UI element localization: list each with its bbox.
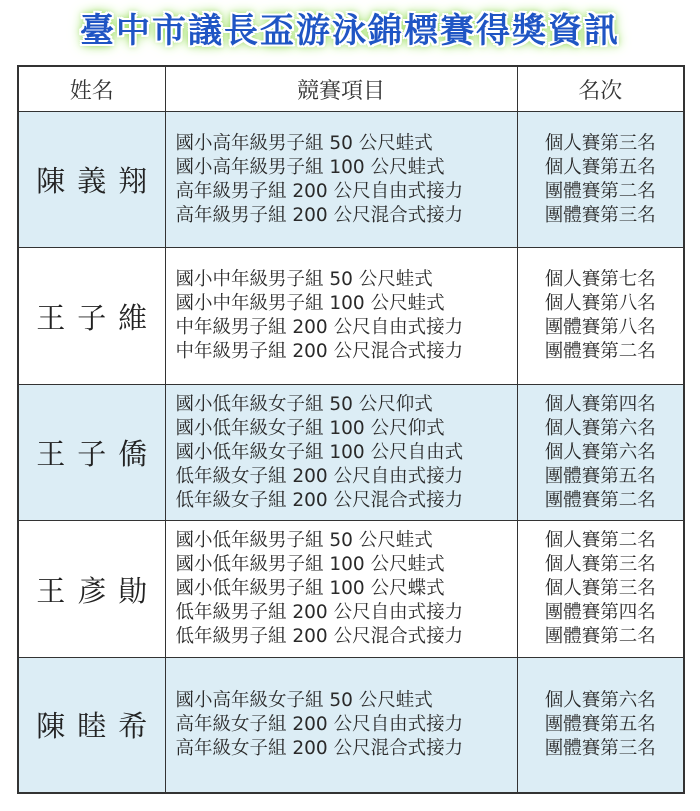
event-item: 低年級女子組 200 公尺自由式接力: [175, 465, 464, 487]
event-item: 國小低年級女子組 50 公尺仰式: [175, 393, 433, 415]
header-name: 姓名: [18, 66, 165, 112]
rank-item: 團體賽第二名: [544, 489, 656, 511]
event-list: [165, 658, 517, 793]
rank-list: [517, 521, 684, 658]
event-item: 國小低年級女子組 100 公尺仰式: [175, 417, 445, 439]
athlete-name: 王子維: [18, 248, 165, 385]
rank-item: 個人賽第六名: [544, 689, 656, 711]
header-row: [18, 66, 684, 112]
rank-item: 個人賽第八名: [544, 293, 656, 314]
event-list: [165, 112, 517, 248]
rank-item: 個人賽第七名: [544, 269, 656, 290]
table-row: [18, 112, 684, 248]
table-row: [18, 385, 684, 521]
table-row: [18, 658, 684, 793]
event-item: 國小中年級男子組 100 公尺蛙式: [175, 293, 445, 314]
event-item: 低年級男子組 200 公尺混合式接力: [175, 626, 464, 647]
rank-list: [517, 385, 684, 521]
event-item: 中年級男子組 200 公尺混合式接力: [175, 341, 464, 362]
rank-item: 個人賽第四名: [544, 393, 656, 415]
event-item: 中年級男子組 200 公尺自由式接力: [175, 317, 464, 338]
rank-item: 個人賽第三名: [544, 132, 656, 154]
event-item: 高年級男子組 200 公尺混合式接力: [175, 204, 464, 226]
rank-item: 團體賽第三名: [544, 737, 656, 759]
rank-item: 個人賽第三名: [544, 554, 656, 575]
event-item: 低年級女子組 200 公尺混合式接力: [175, 489, 464, 511]
event-item: 國小低年級男子組 100 公尺蛙式: [175, 554, 445, 575]
event-item: 國小高年級男子組 50 公尺蛙式: [175, 132, 433, 154]
event-item: 國小低年級男子組 100 公尺蝶式: [175, 578, 445, 599]
awards-table: [17, 65, 685, 794]
page-title: 臺中市議長盃游泳錦標賽得獎資訊: [80, 11, 620, 51]
rank-list: [517, 112, 684, 248]
event-item: 高年級女子組 200 公尺自由式接力: [175, 713, 464, 735]
rank-item: 團體賽第五名: [544, 713, 656, 735]
rank-list: [517, 658, 684, 793]
athlete-name: 王子僑: [18, 385, 165, 521]
athlete-name: 王彥勛: [18, 521, 165, 658]
header-rank: 名次: [517, 66, 684, 112]
event-list: [165, 248, 517, 385]
rank-item: 團體賽第二名: [544, 180, 656, 202]
rank-item: 團體賽第八名: [544, 317, 656, 338]
event-list: [165, 385, 517, 521]
event-item: 低年級男子組 200 公尺自由式接力: [175, 602, 464, 623]
event-item: 高年級女子組 200 公尺混合式接力: [175, 737, 464, 759]
athlete-name: 陳睦希: [18, 658, 165, 793]
rank-item: 團體賽第二名: [544, 341, 656, 362]
rank-item: 個人賽第五名: [544, 156, 656, 178]
rank-item: 團體賽第二名: [544, 626, 656, 647]
rank-item: 團體賽第五名: [544, 465, 656, 487]
event-item: 國小低年級男子組 50 公尺蛙式: [175, 530, 433, 551]
event-item: 國小中年級男子組 50 公尺蛙式: [175, 269, 433, 290]
event-item: 國小高年級女子組 50 公尺蛙式: [175, 689, 433, 711]
event-list: [165, 521, 517, 658]
event-item: 國小低年級女子組 100 公尺自由式: [175, 441, 464, 463]
athlete-name: 陳義翔: [18, 112, 165, 248]
rank-item: 團體賽第三名: [544, 204, 656, 226]
header-event: 競賽項目: [165, 66, 517, 112]
rank-item: 個人賽第三名: [544, 578, 656, 599]
event-item: 高年級男子組 200 公尺自由式接力: [175, 180, 464, 202]
rank-item: 個人賽第六名: [544, 417, 656, 439]
rank-item: 團體賽第四名: [544, 602, 656, 623]
rank-item: 個人賽第二名: [544, 530, 656, 551]
event-item: 國小高年級男子組 100 公尺蛙式: [175, 156, 445, 178]
table-row: [18, 521, 684, 658]
table-row: [18, 248, 684, 385]
rank-list: [517, 248, 684, 385]
rank-item: 個人賽第六名: [544, 441, 656, 463]
